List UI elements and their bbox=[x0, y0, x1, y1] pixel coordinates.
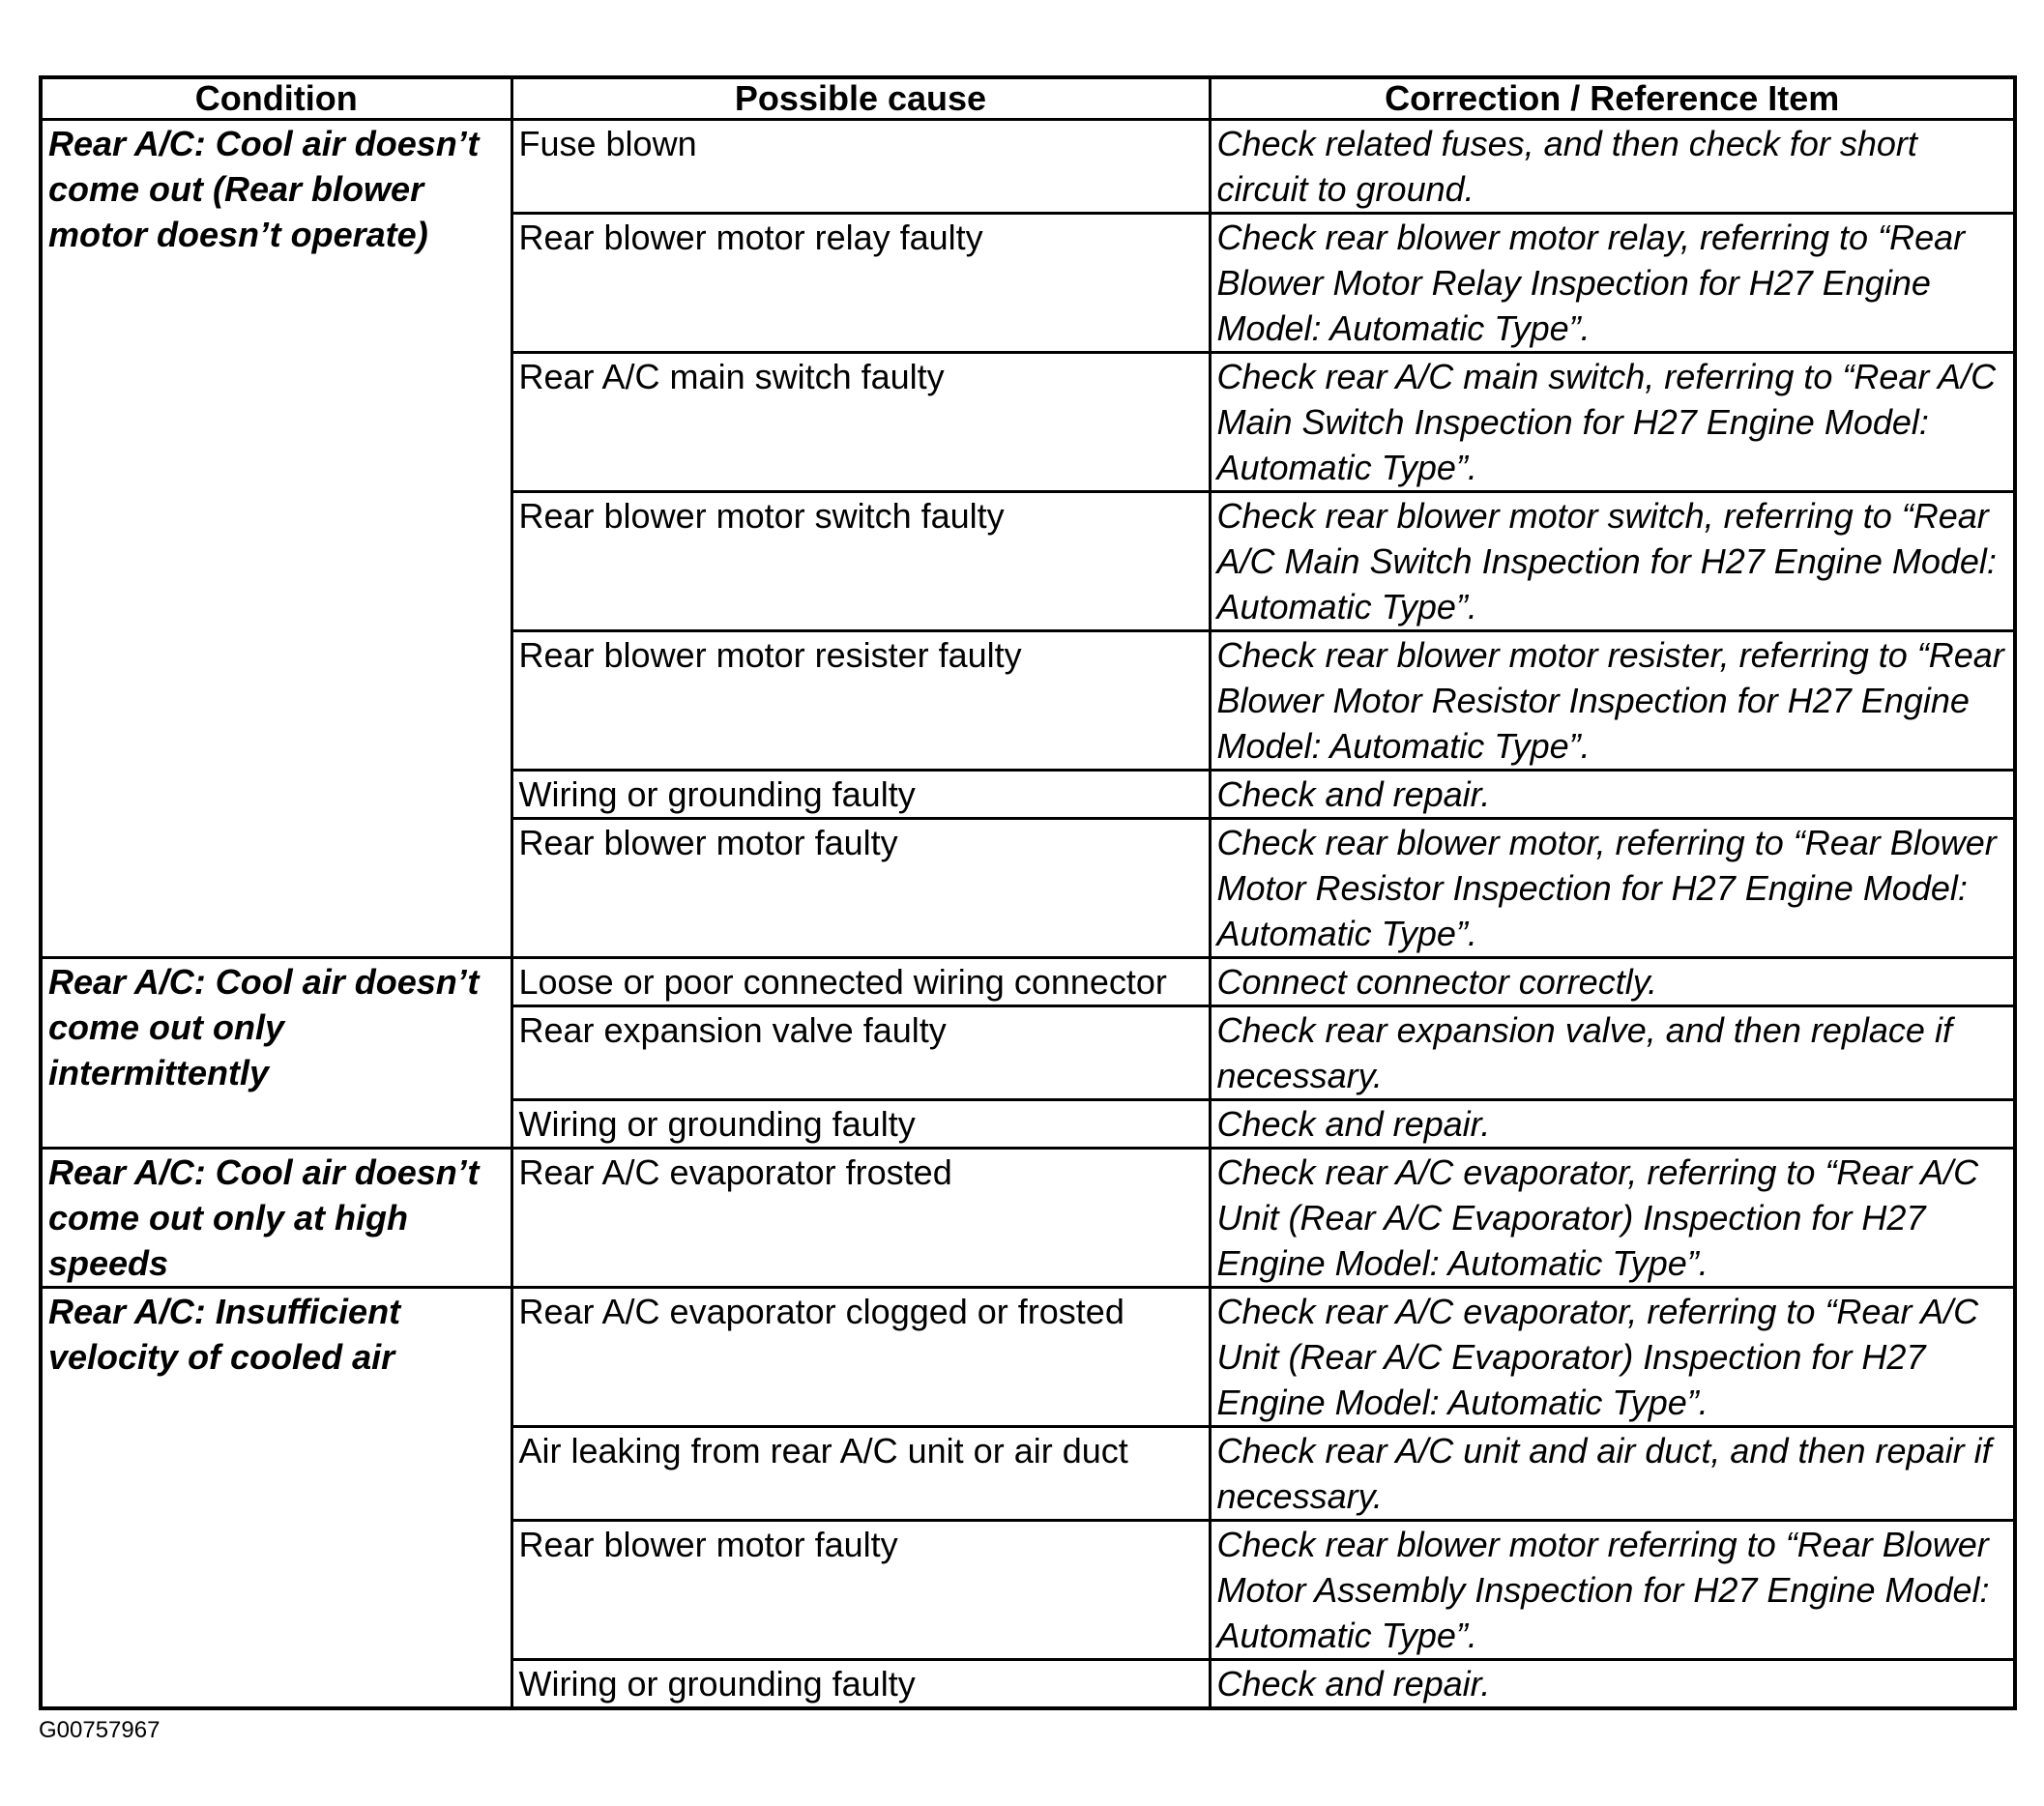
possible-cause-cell: Fuse blown bbox=[511, 120, 1210, 214]
correction-cell: Check and repair. bbox=[1210, 1660, 2015, 1709]
correction-cell: Check rear blower motor relay, referring to “Rear Blower Motor Relay Inspection for H27 Engine Model: Automatic Type”. bbox=[1210, 214, 2015, 353]
table-row bbox=[41, 1149, 2015, 1288]
possible-cause-cell: Rear blower motor switch faulty bbox=[511, 492, 1210, 631]
table-row bbox=[41, 1288, 2015, 1427]
possible-cause-cell: Rear blower motor resister faulty bbox=[511, 631, 1210, 771]
correction-cell: Check rear blower motor switch, referring to “Rear A/C Main Switch Inspection for H27 Engine Model: Automatic Type”. bbox=[1210, 492, 2015, 631]
table-row bbox=[41, 958, 2015, 1006]
table-row bbox=[41, 120, 2015, 214]
possible-cause-cell: Rear blower motor relay faulty bbox=[511, 214, 1210, 353]
possible-cause-cell: Air leaking from rear A/C unit or air duct bbox=[511, 1427, 1210, 1521]
possible-cause-cell: Wiring or grounding faulty bbox=[511, 771, 1210, 819]
possible-cause-cell: Rear blower motor faulty bbox=[511, 1521, 1210, 1660]
figure-id: G00757967 bbox=[39, 1717, 161, 1743]
possible-cause-cell: Rear A/C evaporator frosted bbox=[511, 1149, 1210, 1288]
header-correction: Correction / Reference Item bbox=[1210, 77, 2015, 120]
correction-cell: Check rear blower motor referring to “Rear Blower Motor Assembly Inspection for H27 Engine Model: Automatic Type”. bbox=[1210, 1521, 2015, 1660]
possible-cause-cell: Wiring or grounding faulty bbox=[511, 1100, 1210, 1149]
correction-cell: Check and repair. bbox=[1210, 771, 2015, 819]
possible-cause-cell: Rear expansion valve faulty bbox=[511, 1006, 1210, 1100]
possible-cause-cell: Wiring or grounding faulty bbox=[511, 1660, 1210, 1709]
possible-cause-cell: Loose or poor connected wiring connector bbox=[511, 958, 1210, 1006]
correction-cell: Connect connector correctly. bbox=[1210, 958, 2015, 1006]
correction-cell: Check rear blower motor, referring to “Rear Blower Motor Resistor Inspection for H27 Engine Model: Automatic Type”. bbox=[1210, 819, 2015, 958]
correction-cell: Check rear blower motor resister, referring to “Rear Blower Motor Resistor Inspection for H27 Engine Model: Automatic Type”. bbox=[1210, 631, 2015, 771]
troubleshooting-table bbox=[39, 75, 2017, 1710]
correction-cell: Check related fuses, and then check for short circuit to ground. bbox=[1210, 120, 2015, 214]
table-body bbox=[41, 120, 2015, 1709]
condition-cell: Rear A/C: Cool air doesn’t come out only at high speeds bbox=[41, 1149, 511, 1288]
condition-cell: Rear A/C: Cool air doesn’t come out only intermittently bbox=[41, 958, 511, 1149]
possible-cause-cell: Rear A/C evaporator clogged or frosted bbox=[511, 1288, 1210, 1427]
correction-cell: Check rear A/C main switch, referring to “Rear A/C Main Switch Inspection for H27 Engine Model: Automatic Type”. bbox=[1210, 353, 2015, 492]
correction-cell: Check rear A/C evaporator, referring to “Rear A/C Unit (Rear A/C Evaporator) Inspection for H27 Engine Model: Automatic Type”. bbox=[1210, 1288, 2015, 1427]
condition-cell: Rear A/C: Insufficient velocity of cooled air bbox=[41, 1288, 511, 1709]
header-condition: Condition bbox=[41, 77, 511, 120]
possible-cause-cell: Rear A/C main switch faulty bbox=[511, 353, 1210, 492]
possible-cause-cell: Rear blower motor faulty bbox=[511, 819, 1210, 958]
header-possible-cause: Possible cause bbox=[511, 77, 1210, 120]
condition-cell: Rear A/C: Cool air doesn’t come out (Rear blower motor doesn’t operate) bbox=[41, 120, 511, 958]
correction-cell: Check rear A/C unit and air duct, and then repair if necessary. bbox=[1210, 1427, 2015, 1521]
correction-cell: Check and repair. bbox=[1210, 1100, 2015, 1149]
header-row bbox=[41, 77, 2015, 120]
correction-cell: Check rear expansion valve, and then replace if necessary. bbox=[1210, 1006, 2015, 1100]
correction-cell: Check rear A/C evaporator, referring to “Rear A/C Unit (Rear A/C Evaporator) Inspection for H27 Engine Model: Automatic Type”. bbox=[1210, 1149, 2015, 1288]
